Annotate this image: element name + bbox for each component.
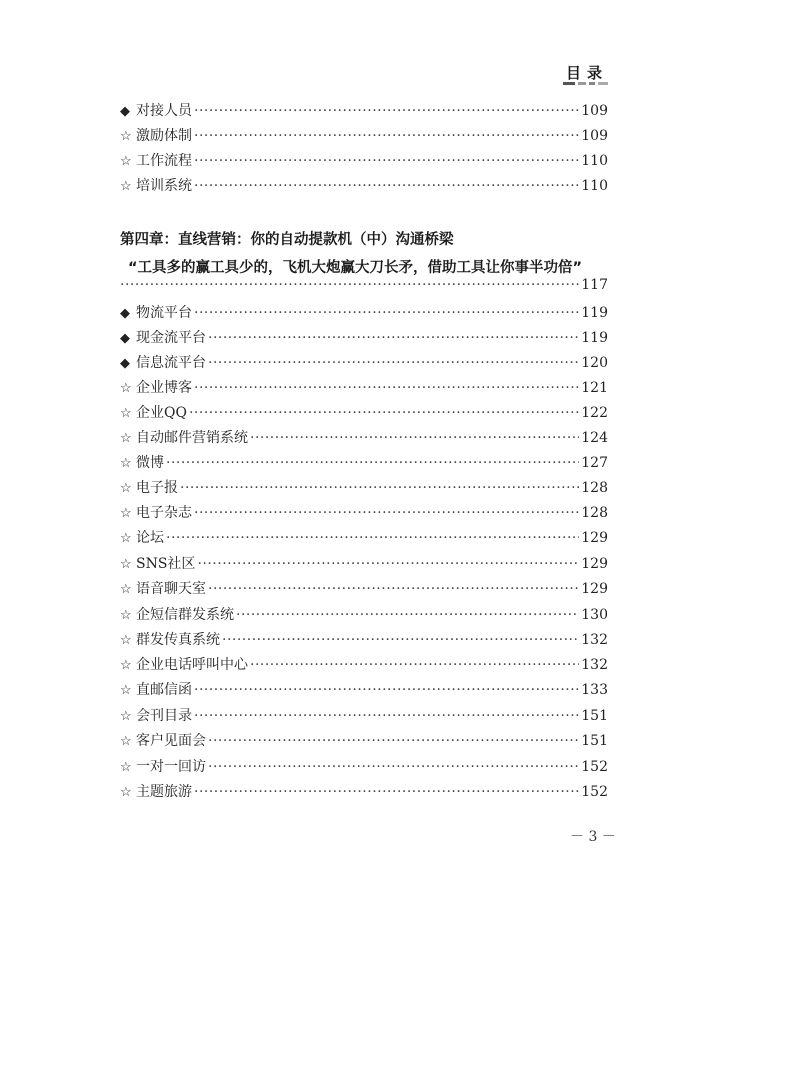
toc-entry-page: 129 xyxy=(581,556,608,572)
toc-leader-dots xyxy=(208,330,579,346)
toc-entry[interactable] xyxy=(120,302,608,326)
star-bullet-icon: ☆ xyxy=(120,582,132,597)
star-bullet-icon: ☆ xyxy=(120,406,132,421)
toc-leader-dots xyxy=(194,305,579,321)
toc-entry-label: 现金流平台 xyxy=(136,330,206,346)
toc-entry[interactable] xyxy=(120,679,608,703)
toc-entry[interactable] xyxy=(120,578,608,602)
toc-entry[interactable] xyxy=(120,100,608,124)
star-bullet-icon: ☆ xyxy=(120,557,132,572)
toc-entry[interactable] xyxy=(120,654,608,678)
toc-entry-label: 企业电话呼叫中心 xyxy=(136,657,248,673)
toc-leader-dots xyxy=(194,505,579,521)
toc-leader-dots xyxy=(222,632,579,648)
header-rule-decoration xyxy=(562,82,608,85)
toc-entry-page: 119 xyxy=(581,330,608,346)
star-bullet-icon: ☆ xyxy=(120,760,132,775)
toc-leader-dots xyxy=(194,784,579,800)
star-bullet-icon: ☆ xyxy=(120,129,132,144)
toc-leader-dots xyxy=(194,128,579,144)
toc-entry-label: 微博 xyxy=(136,455,164,471)
toc-entry[interactable] xyxy=(120,705,608,729)
star-bullet-icon: ☆ xyxy=(120,154,132,169)
toc-entry-label: 客户见面会 xyxy=(136,733,206,749)
toc-entry-label: 主题旅游 xyxy=(136,784,192,800)
toc-entry-page: 109 xyxy=(581,103,608,119)
toc-leader-dots xyxy=(208,355,579,371)
running-header xyxy=(120,62,608,92)
toc-entry[interactable] xyxy=(120,327,608,351)
toc-entry[interactable] xyxy=(120,477,608,501)
toc-entry-page: 129 xyxy=(581,530,608,546)
toc-leader-dots xyxy=(166,530,579,546)
toc-entry-page: 132 xyxy=(581,632,608,648)
toc-leader-dots xyxy=(166,455,579,471)
toc-entry[interactable] xyxy=(120,125,608,149)
toc-entry-page: 124 xyxy=(581,430,608,446)
toc-entry[interactable] xyxy=(120,756,608,780)
toc-entry-page: 121 xyxy=(581,380,608,396)
toc-entry[interactable] xyxy=(120,402,608,426)
toc-entry[interactable] xyxy=(120,352,608,376)
star-bullet-icon: ☆ xyxy=(120,608,132,623)
toc-leader-dots xyxy=(250,430,579,446)
toc-entry-label: 自动邮件营销系统 xyxy=(136,430,248,446)
toc-entry-label: 电子报 xyxy=(136,480,178,496)
star-bullet-icon: ☆ xyxy=(120,734,132,749)
star-bullet-icon: ☆ xyxy=(120,481,132,496)
toc-entry-label: 一对一回访 xyxy=(136,759,206,775)
toc-leader-dots xyxy=(194,153,579,169)
toc-entry-label: 对接人员 xyxy=(136,103,192,119)
toc-entry-label: 培训系统 xyxy=(136,178,192,194)
toc-entry-page: 152 xyxy=(581,759,608,775)
star-bullet-icon: ☆ xyxy=(120,179,132,194)
diamond-bullet-icon: ◆ xyxy=(120,331,130,346)
header-title: 目录 xyxy=(565,64,608,82)
toc-entry-label: 企业QQ xyxy=(136,405,187,421)
diamond-bullet-icon: ◆ xyxy=(120,306,130,321)
toc-leader-dots xyxy=(194,380,579,396)
star-bullet-icon: ☆ xyxy=(120,683,132,698)
toc-leader-dots xyxy=(208,733,579,749)
star-bullet-icon: ☆ xyxy=(120,456,132,471)
toc-entry-label: 工作流程 xyxy=(136,153,192,169)
toc-leader-dots xyxy=(194,178,579,194)
toc-entry-label: 论坛 xyxy=(136,530,164,546)
page-number: － 3 － xyxy=(570,829,616,845)
toc-entry-label: 激励体制 xyxy=(136,128,192,144)
star-bullet-icon: ☆ xyxy=(120,506,132,521)
star-bullet-icon: ☆ xyxy=(120,658,132,673)
toc-leader-dots xyxy=(194,682,579,698)
toc-leader-dots xyxy=(208,581,579,597)
toc-entry[interactable] xyxy=(120,730,608,754)
toc-entry[interactable] xyxy=(120,150,608,174)
chapter-subtitle: “工具多的赢工具少的，飞机大炮赢大刀长矛，借助工具让你事半功倍” xyxy=(128,260,583,276)
toc-entry[interactable] xyxy=(120,377,608,401)
toc-entry-page: 132 xyxy=(581,657,608,673)
toc-entry[interactable] xyxy=(120,427,608,451)
toc-entry-page: 130 xyxy=(581,607,608,623)
toc-entry-label: 企业博客 xyxy=(136,380,192,396)
star-bullet-icon: ☆ xyxy=(120,531,132,546)
toc-entry[interactable] xyxy=(120,604,608,628)
star-bullet-icon: ☆ xyxy=(120,381,132,396)
toc-entry[interactable] xyxy=(120,502,608,526)
toc-entry-label: 直邮信函 xyxy=(136,682,192,698)
toc-leader-dots xyxy=(197,556,579,572)
toc-entry[interactable] xyxy=(120,452,608,476)
toc-entry-label: 群发传真系统 xyxy=(136,632,220,648)
toc-entry-page: 119 xyxy=(581,305,608,321)
toc-entry-label: 电子杂志 xyxy=(136,505,192,521)
toc-entry-page: 151 xyxy=(581,733,608,749)
chapter-page-row[interactable] xyxy=(120,277,608,301)
toc-entry-label: 物流平台 xyxy=(136,305,192,321)
toc-entry-page: 133 xyxy=(581,682,608,698)
toc-entry-page: 122 xyxy=(581,405,608,421)
toc-entry-label: 语音聊天室 xyxy=(136,581,206,597)
toc-entry-label: SNS社区 xyxy=(136,556,196,572)
toc-entry-label: 信息流平台 xyxy=(136,355,206,371)
toc-leader-dots xyxy=(180,480,579,496)
toc-entry[interactable] xyxy=(120,175,608,199)
star-bullet-icon: ☆ xyxy=(120,633,132,648)
toc-leader-dots xyxy=(236,607,579,623)
toc-entry[interactable] xyxy=(120,781,608,805)
toc-entry-label: 会刊目录 xyxy=(136,708,192,724)
toc-leader-dots xyxy=(208,759,579,775)
toc-entry[interactable] xyxy=(120,553,608,577)
chapter-title[interactable]: 第四章：直线营销：你的自动提款机（中）沟通桥梁 xyxy=(120,232,454,248)
toc-entry-page: 120 xyxy=(581,355,608,371)
toc-entry-page: 151 xyxy=(581,708,608,724)
diamond-bullet-icon: ◆ xyxy=(120,104,130,119)
toc-leader-dots xyxy=(189,405,579,421)
toc-entry-page: 127 xyxy=(581,455,608,471)
toc-leader-dots xyxy=(120,277,579,293)
toc-leader-dots xyxy=(250,657,579,673)
diamond-bullet-icon: ◆ xyxy=(120,356,130,371)
toc-entry-page: 129 xyxy=(581,581,608,597)
toc-entry[interactable] xyxy=(120,527,608,551)
toc-entry-page: 110 xyxy=(581,153,608,169)
toc-entry-page: 110 xyxy=(581,178,608,194)
toc-entry-page: 109 xyxy=(581,128,608,144)
chapter-page: 117 xyxy=(581,277,608,293)
toc-entry-label: 企短信群发系统 xyxy=(136,607,234,623)
toc-leader-dots xyxy=(194,708,579,724)
star-bullet-icon: ☆ xyxy=(120,431,132,446)
toc-entry-page: 128 xyxy=(581,505,608,521)
toc-leader-dots xyxy=(194,103,579,119)
toc-entry-page: 152 xyxy=(581,784,608,800)
toc-entry-page: 128 xyxy=(581,480,608,496)
toc-entry[interactable] xyxy=(120,629,608,653)
star-bullet-icon: ☆ xyxy=(120,785,132,800)
star-bullet-icon: ☆ xyxy=(120,709,132,724)
